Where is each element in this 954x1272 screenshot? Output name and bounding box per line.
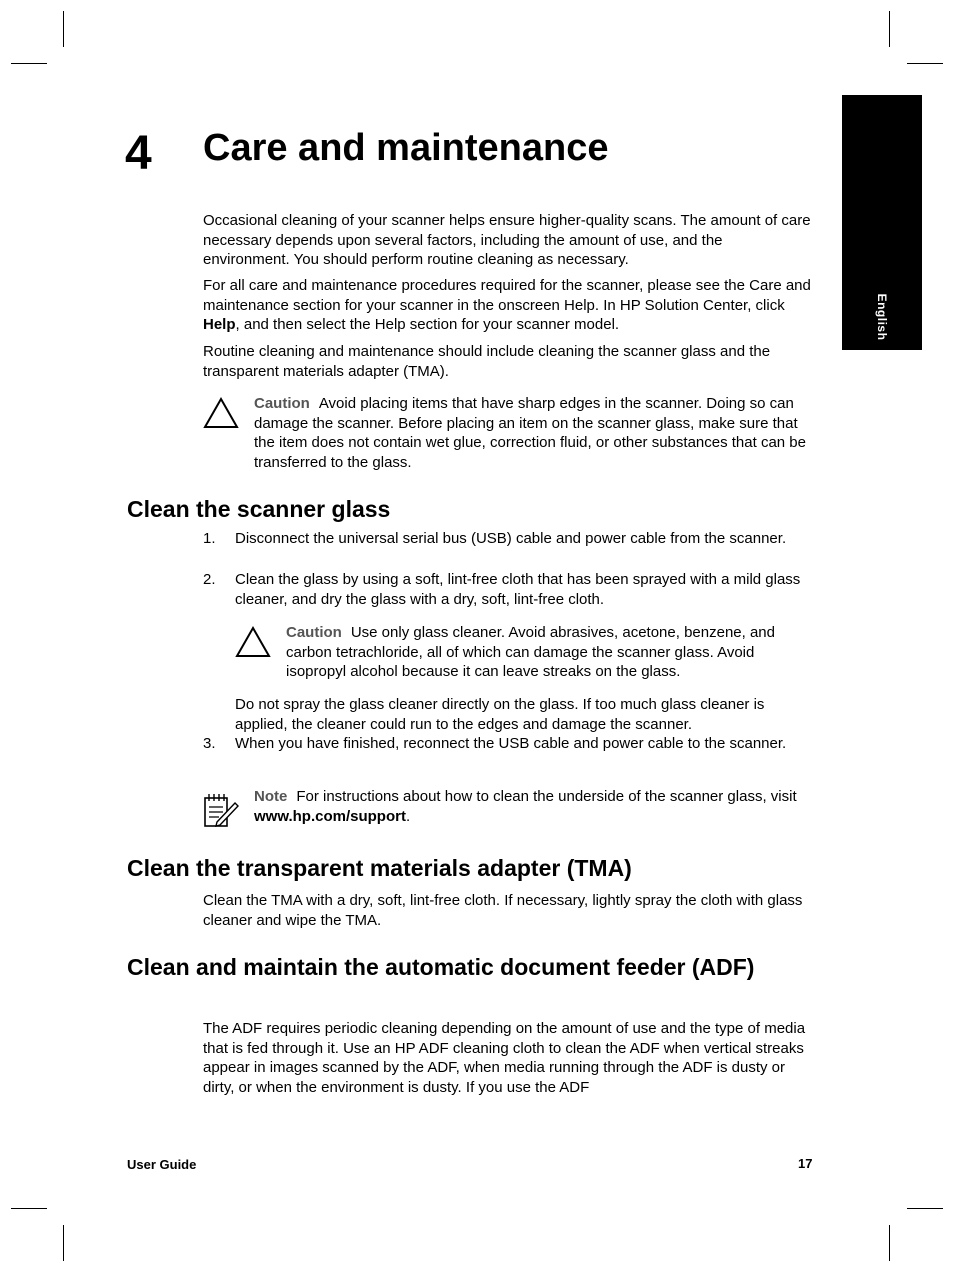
intro-paragraph-1: Occasional cleaning of your scanner helps ensure higher-quality scans. The amount of care necessary depends upon several factors, including the amount of use, and the environment. You should perform routine cleaning as necessary. xyxy=(203,212,811,269)
crop-mark xyxy=(889,11,890,47)
footer-guide-title: User Guide xyxy=(127,1157,197,1172)
caution-notice xyxy=(203,394,813,474)
caution-icon xyxy=(203,396,239,430)
crop-mark xyxy=(907,63,943,64)
step-text: When you have finished, reconnect the USB cable and power cable to the scanner. xyxy=(235,735,787,752)
crop-mark xyxy=(63,11,64,47)
crop-mark xyxy=(63,1225,64,1261)
caution-body: Use only glass cleaner. Avoid abrasives, acetone, benzene, and carbon tetrachloride, all of which can damage the scanner glass. Avoid isopropyl alcohol because it can leave streaks on the glass. xyxy=(286,624,775,681)
note-text xyxy=(254,787,809,826)
step-2-extra-text: Do not spray the glass cleaner directly on the glass. If too much glass cleaner is applied, the cleaner could run to the edges and damage the scanner. xyxy=(235,696,765,733)
language-tab xyxy=(842,95,922,350)
caution-notice xyxy=(235,623,815,687)
step-text: Clean the glass by using a soft, lint-free cloth that has been sprayed with a mild glass cleaner, and dry the glass with a dry, soft, lint-free cloth. xyxy=(235,571,801,608)
help-label: Help xyxy=(203,316,236,334)
section-heading-scanner-glass: Clean the scanner glass xyxy=(127,496,391,522)
language-tab-label: English xyxy=(875,293,889,341)
tma-paragraph: Clean the TMA with a dry, soft, lint-free cloth. If necessary, lightly spray the cloth with glass cleaner and wipe the TMA. xyxy=(203,892,803,929)
chapter-number: 4 xyxy=(125,127,152,180)
page-number: 17 xyxy=(798,1156,813,1171)
intro-p2-text-end: , and then select the Help section for your scanner model. xyxy=(235,316,620,334)
intro-paragraph-2 xyxy=(203,276,813,335)
intro-p2-text: For all care and maintenance procedures required for the scanner, please see the Care and maintenance section for your scanner in the onscreen Help. In HP Solution Center, click xyxy=(203,277,811,314)
step-number: 1. xyxy=(203,530,216,547)
caution-text xyxy=(286,623,813,682)
note-body: For instructions about how to clean the underside of the scanner glass, visit xyxy=(296,788,797,805)
note-pad-icon xyxy=(203,791,239,829)
note-lead: Note xyxy=(254,788,288,805)
caution-lead: Caution xyxy=(286,624,342,641)
crop-mark xyxy=(11,63,47,64)
caution-body: Avoid placing items that have sharp edges in the scanner. Doing so can damage the scanner. Before placing an item on the scanner glass, make sure that the item does not contain wet glue, correction fluid, or other substances that can be transferred to the glass. xyxy=(254,395,806,471)
crop-mark xyxy=(11,1208,47,1209)
caution-icon xyxy=(235,625,271,659)
support-link[interactable]: www.hp.com/support xyxy=(254,807,406,825)
step-number: 3. xyxy=(203,735,216,752)
intro-paragraph-3: Routine cleaning and maintenance should include cleaning the scanner glass and the transparent materials adapter (TMA). xyxy=(203,343,771,380)
section-heading-tma: Clean the transparent materials adapter (TMA) xyxy=(127,855,632,881)
note-body-end: . xyxy=(405,807,411,825)
chapter-title: Care and maintenance xyxy=(203,127,609,169)
step-number: 2. xyxy=(203,571,216,588)
note-notice xyxy=(203,787,813,831)
section-heading-adf: Clean and maintain the automatic document feeder (ADF) xyxy=(127,954,755,980)
crop-mark xyxy=(889,1225,890,1261)
caution-text xyxy=(254,394,809,472)
crop-mark xyxy=(907,1208,943,1209)
step-text: Disconnect the universal serial bus (USB) cable and power cable from the scanner. xyxy=(235,530,787,547)
adf-paragraph: The ADF requires periodic cleaning depending on the amount of use and the type of media that is fed through it. Use an HP ADF cleaning cloth to clean the ADF when vertical streaks appear in images scanned by the ADF, when media running through the ADF is dusty or dirty, or when the environment is dusty. If you use the ADF xyxy=(203,1020,806,1096)
caution-lead: Caution xyxy=(254,395,310,412)
